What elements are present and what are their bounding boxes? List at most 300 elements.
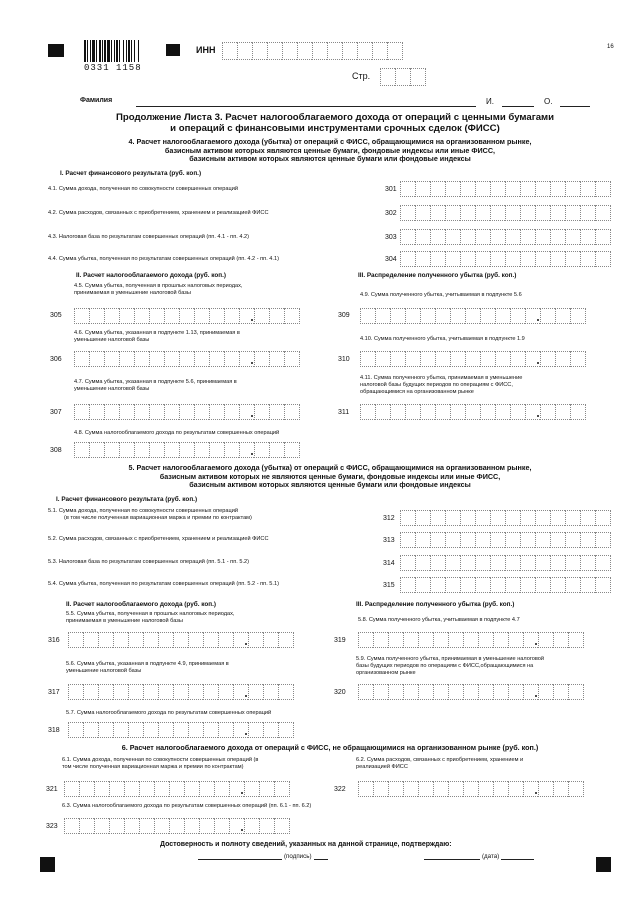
input-cell[interactable]: [169, 781, 184, 797]
input-cell[interactable]: [538, 684, 553, 700]
field-306[interactable]: [74, 351, 300, 367]
input-cell[interactable]: [89, 442, 104, 458]
input-cell[interactable]: [98, 632, 113, 648]
input-cell[interactable]: [505, 205, 520, 221]
input-cell[interactable]: [460, 577, 475, 593]
input-cell[interactable]: [565, 205, 580, 221]
input-cell[interactable]: [490, 181, 505, 197]
input-cell[interactable]: [224, 404, 239, 420]
input-cell[interactable]: [463, 684, 478, 700]
input-cell[interactable]: [98, 722, 113, 738]
input-cell[interactable]: [565, 510, 580, 526]
input-cell[interactable]: [480, 308, 495, 324]
input-cell[interactable]: [224, 308, 239, 324]
input-cell[interactable]: [229, 818, 244, 834]
input-cell[interactable]: [550, 555, 565, 571]
input-cell[interactable]: [267, 42, 282, 60]
input-cell[interactable]: [580, 555, 595, 571]
input-cell[interactable]: [465, 404, 480, 420]
input-cell[interactable]: [104, 308, 119, 324]
input-cell[interactable]: [89, 308, 104, 324]
input-cell[interactable]: [505, 251, 520, 267]
input-cell[interactable]: [254, 404, 269, 420]
input-cell[interactable]: [124, 781, 139, 797]
field-323[interactable]: [64, 818, 290, 834]
input-cell[interactable]: [188, 632, 203, 648]
input-cell[interactable]: [83, 632, 98, 648]
input-cell[interactable]: [218, 722, 233, 738]
input-cell[interactable]: [375, 404, 390, 420]
input-cell[interactable]: [244, 781, 259, 797]
input-cell[interactable]: [239, 308, 254, 324]
input-cell[interactable]: [415, 577, 430, 593]
input-cell[interactable]: [64, 818, 79, 834]
input-cell[interactable]: [233, 632, 248, 648]
input-cell[interactable]: [128, 684, 143, 700]
input-cell[interactable]: [390, 404, 405, 420]
input-cell[interactable]: [149, 404, 164, 420]
input-cell[interactable]: [555, 404, 570, 420]
input-cell[interactable]: [420, 404, 435, 420]
input-cell[interactable]: [143, 632, 158, 648]
input-cell[interactable]: [128, 632, 143, 648]
input-cell[interactable]: [445, 229, 460, 245]
input-cell[interactable]: [495, 404, 510, 420]
field-311[interactable]: [360, 404, 586, 420]
input-cell[interactable]: [134, 404, 149, 420]
input-cell[interactable]: [358, 632, 373, 648]
input-cell[interactable]: [390, 351, 405, 367]
input-cell[interactable]: [415, 532, 430, 548]
input-cell[interactable]: [550, 532, 565, 548]
input-cell[interactable]: [475, 251, 490, 267]
input-cell[interactable]: [179, 351, 194, 367]
input-cell[interactable]: [139, 781, 154, 797]
input-cell[interactable]: [540, 404, 555, 420]
input-cell[interactable]: [164, 404, 179, 420]
input-cell[interactable]: [595, 229, 611, 245]
input-cell[interactable]: [254, 442, 269, 458]
input-cell[interactable]: [410, 68, 426, 86]
input-cell[interactable]: [520, 510, 535, 526]
input-cell[interactable]: [580, 532, 595, 548]
input-cell[interactable]: [550, 510, 565, 526]
inn-field[interactable]: [222, 42, 403, 60]
input-cell[interactable]: [520, 532, 535, 548]
input-cell[interactable]: [360, 404, 375, 420]
input-cell[interactable]: [134, 351, 149, 367]
input-cell[interactable]: [164, 442, 179, 458]
input-cell[interactable]: [263, 722, 278, 738]
input-cell[interactable]: [248, 722, 263, 738]
input-cell[interactable]: [199, 781, 214, 797]
field-318[interactable]: [68, 722, 294, 738]
input-cell[interactable]: [373, 684, 388, 700]
field-304[interactable]: [400, 251, 611, 267]
input-cell[interactable]: [535, 181, 550, 197]
input-cell[interactable]: [79, 781, 94, 797]
input-cell[interactable]: [540, 351, 555, 367]
input-cell[interactable]: [553, 632, 568, 648]
input-cell[interactable]: [505, 510, 520, 526]
input-cell[interactable]: [405, 308, 420, 324]
input-cell[interactable]: [415, 229, 430, 245]
input-cell[interactable]: [239, 351, 254, 367]
input-cell[interactable]: [403, 684, 418, 700]
field-320[interactable]: [358, 684, 584, 700]
input-cell[interactable]: [209, 351, 224, 367]
input-cell[interactable]: [525, 308, 540, 324]
input-cell[interactable]: [179, 308, 194, 324]
input-cell[interactable]: [475, 532, 490, 548]
input-cell[interactable]: [475, 181, 490, 197]
input-cell[interactable]: [400, 251, 415, 267]
input-cell[interactable]: [358, 781, 373, 797]
input-cell[interactable]: [523, 632, 538, 648]
input-cell[interactable]: [565, 577, 580, 593]
input-cell[interactable]: [475, 555, 490, 571]
input-cell[interactable]: [553, 781, 568, 797]
input-cell[interactable]: [445, 577, 460, 593]
input-cell[interactable]: [478, 684, 493, 700]
input-cell[interactable]: [74, 404, 89, 420]
input-cell[interactable]: [284, 351, 300, 367]
page-field[interactable]: [380, 68, 426, 86]
input-cell[interactable]: [395, 68, 410, 86]
input-cell[interactable]: [420, 351, 435, 367]
input-cell[interactable]: [475, 510, 490, 526]
input-cell[interactable]: [239, 442, 254, 458]
input-cell[interactable]: [248, 684, 263, 700]
input-cell[interactable]: [508, 632, 523, 648]
input-cell[interactable]: [119, 442, 134, 458]
input-cell[interactable]: [448, 684, 463, 700]
input-cell[interactable]: [460, 229, 475, 245]
input-cell[interactable]: [460, 510, 475, 526]
input-cell[interactable]: [568, 684, 584, 700]
input-cell[interactable]: [373, 781, 388, 797]
input-cell[interactable]: [388, 632, 403, 648]
input-cell[interactable]: [490, 229, 505, 245]
input-cell[interactable]: [233, 722, 248, 738]
input-cell[interactable]: [445, 532, 460, 548]
input-cell[interactable]: [490, 251, 505, 267]
input-cell[interactable]: [430, 205, 445, 221]
input-cell[interactable]: [297, 42, 312, 60]
input-cell[interactable]: [278, 684, 294, 700]
input-cell[interactable]: [244, 818, 259, 834]
input-cell[interactable]: [580, 510, 595, 526]
input-cell[interactable]: [430, 181, 445, 197]
input-cell[interactable]: [403, 781, 418, 797]
input-cell[interactable]: [490, 532, 505, 548]
input-cell[interactable]: [284, 404, 300, 420]
input-cell[interactable]: [535, 577, 550, 593]
input-cell[interactable]: [475, 577, 490, 593]
input-cell[interactable]: [269, 442, 284, 458]
patronymic-initial-line[interactable]: [560, 106, 590, 107]
input-cell[interactable]: [433, 632, 448, 648]
input-cell[interactable]: [435, 308, 450, 324]
input-cell[interactable]: [520, 181, 535, 197]
input-cell[interactable]: [400, 510, 415, 526]
input-cell[interactable]: [520, 229, 535, 245]
input-cell[interactable]: [505, 532, 520, 548]
input-cell[interactable]: [218, 684, 233, 700]
input-cell[interactable]: [580, 205, 595, 221]
input-cell[interactable]: [400, 577, 415, 593]
input-cell[interactable]: [445, 555, 460, 571]
input-cell[interactable]: [460, 251, 475, 267]
input-cell[interactable]: [254, 351, 269, 367]
input-cell[interactable]: [237, 42, 252, 60]
field-314[interactable]: [400, 555, 611, 571]
input-cell[interactable]: [505, 229, 520, 245]
input-cell[interactable]: [68, 684, 83, 700]
input-cell[interactable]: [460, 532, 475, 548]
input-cell[interactable]: [214, 818, 229, 834]
input-cell[interactable]: [555, 308, 570, 324]
input-cell[interactable]: [430, 577, 445, 593]
input-cell[interactable]: [74, 308, 89, 324]
input-cell[interactable]: [194, 404, 209, 420]
input-cell[interactable]: [342, 42, 357, 60]
input-cell[interactable]: [278, 632, 294, 648]
input-cell[interactable]: [284, 308, 300, 324]
input-cell[interactable]: [83, 722, 98, 738]
input-cell[interactable]: [510, 404, 525, 420]
input-cell[interactable]: [490, 555, 505, 571]
input-cell[interactable]: [523, 781, 538, 797]
input-cell[interactable]: [203, 632, 218, 648]
input-cell[interactable]: [433, 684, 448, 700]
input-cell[interactable]: [134, 308, 149, 324]
input-cell[interactable]: [179, 442, 194, 458]
field-309[interactable]: [360, 308, 586, 324]
input-cell[interactable]: [134, 442, 149, 458]
input-cell[interactable]: [74, 351, 89, 367]
input-cell[interactable]: [495, 308, 510, 324]
input-cell[interactable]: [565, 181, 580, 197]
input-cell[interactable]: [400, 181, 415, 197]
input-cell[interactable]: [109, 818, 124, 834]
field-302[interactable]: [400, 205, 611, 221]
field-301[interactable]: [400, 181, 611, 197]
surname-line[interactable]: [136, 106, 476, 107]
input-cell[interactable]: [372, 42, 387, 60]
input-cell[interactable]: [475, 205, 490, 221]
input-cell[interactable]: [460, 205, 475, 221]
input-cell[interactable]: [550, 181, 565, 197]
input-cell[interactable]: [550, 205, 565, 221]
input-cell[interactable]: [535, 205, 550, 221]
input-cell[interactable]: [375, 308, 390, 324]
input-cell[interactable]: [520, 251, 535, 267]
input-cell[interactable]: [475, 229, 490, 245]
input-cell[interactable]: [143, 722, 158, 738]
input-cell[interactable]: [415, 555, 430, 571]
input-cell[interactable]: [128, 722, 143, 738]
input-cell[interactable]: [224, 442, 239, 458]
input-cell[interactable]: [68, 632, 83, 648]
input-cell[interactable]: [184, 781, 199, 797]
input-cell[interactable]: [538, 781, 553, 797]
input-cell[interactable]: [209, 442, 224, 458]
input-cell[interactable]: [520, 205, 535, 221]
input-cell[interactable]: [203, 684, 218, 700]
input-cell[interactable]: [555, 351, 570, 367]
input-cell[interactable]: [450, 404, 465, 420]
field-312[interactable]: [400, 510, 611, 526]
input-cell[interactable]: [83, 684, 98, 700]
input-cell[interactable]: [553, 684, 568, 700]
input-cell[interactable]: [435, 404, 450, 420]
input-cell[interactable]: [390, 308, 405, 324]
input-cell[interactable]: [570, 404, 586, 420]
input-cell[interactable]: [415, 251, 430, 267]
input-cell[interactable]: [495, 351, 510, 367]
input-cell[interactable]: [550, 251, 565, 267]
input-cell[interactable]: [218, 632, 233, 648]
input-cell[interactable]: [254, 308, 269, 324]
input-cell[interactable]: [89, 404, 104, 420]
input-cell[interactable]: [463, 632, 478, 648]
input-cell[interactable]: [158, 632, 173, 648]
input-cell[interactable]: [259, 818, 274, 834]
input-cell[interactable]: [269, 404, 284, 420]
input-cell[interactable]: [430, 229, 445, 245]
input-cell[interactable]: [450, 351, 465, 367]
input-cell[interactable]: [565, 229, 580, 245]
input-cell[interactable]: [113, 632, 128, 648]
input-cell[interactable]: [94, 781, 109, 797]
input-cell[interactable]: [595, 555, 611, 571]
input-cell[interactable]: [430, 555, 445, 571]
input-cell[interactable]: [565, 532, 580, 548]
field-322[interactable]: [358, 781, 584, 797]
input-cell[interactable]: [173, 722, 188, 738]
input-cell[interactable]: [510, 308, 525, 324]
input-cell[interactable]: [433, 781, 448, 797]
input-cell[interactable]: [508, 781, 523, 797]
input-cell[interactable]: [248, 632, 263, 648]
input-cell[interactable]: [388, 781, 403, 797]
input-cell[interactable]: [64, 781, 79, 797]
input-cell[interactable]: [184, 818, 199, 834]
input-cell[interactable]: [158, 684, 173, 700]
input-cell[interactable]: [149, 308, 164, 324]
input-cell[interactable]: [535, 229, 550, 245]
input-cell[interactable]: [403, 632, 418, 648]
input-cell[interactable]: [263, 684, 278, 700]
input-cell[interactable]: [179, 404, 194, 420]
input-cell[interactable]: [119, 404, 134, 420]
input-cell[interactable]: [357, 42, 372, 60]
input-cell[interactable]: [388, 684, 403, 700]
input-cell[interactable]: [420, 308, 435, 324]
input-cell[interactable]: [149, 442, 164, 458]
input-cell[interactable]: [565, 555, 580, 571]
input-cell[interactable]: [199, 818, 214, 834]
input-cell[interactable]: [194, 351, 209, 367]
input-cell[interactable]: [450, 308, 465, 324]
input-cell[interactable]: [493, 781, 508, 797]
input-cell[interactable]: [79, 818, 94, 834]
input-cell[interactable]: [448, 632, 463, 648]
input-cell[interactable]: [525, 351, 540, 367]
input-cell[interactable]: [570, 351, 586, 367]
field-319[interactable]: [358, 632, 584, 648]
input-cell[interactable]: [373, 632, 388, 648]
input-cell[interactable]: [505, 555, 520, 571]
input-cell[interactable]: [595, 510, 611, 526]
input-cell[interactable]: [164, 308, 179, 324]
input-cell[interactable]: [94, 818, 109, 834]
input-cell[interactable]: [460, 181, 475, 197]
input-cell[interactable]: [143, 684, 158, 700]
input-cell[interactable]: [415, 181, 430, 197]
input-cell[interactable]: [274, 781, 290, 797]
input-cell[interactable]: [360, 351, 375, 367]
input-cell[interactable]: [154, 781, 169, 797]
date-line[interactable]: [424, 859, 534, 860]
field-316[interactable]: [68, 632, 294, 648]
input-cell[interactable]: [188, 722, 203, 738]
input-cell[interactable]: [284, 442, 300, 458]
input-cell[interactable]: [493, 684, 508, 700]
input-cell[interactable]: [415, 205, 430, 221]
input-cell[interactable]: [380, 68, 395, 86]
input-cell[interactable]: [525, 404, 540, 420]
input-cell[interactable]: [358, 684, 373, 700]
input-cell[interactable]: [312, 42, 327, 60]
input-cell[interactable]: [375, 351, 390, 367]
input-cell[interactable]: [505, 577, 520, 593]
input-cell[interactable]: [222, 42, 237, 60]
input-cell[interactable]: [568, 632, 584, 648]
input-cell[interactable]: [580, 251, 595, 267]
input-cell[interactable]: [224, 351, 239, 367]
input-cell[interactable]: [505, 181, 520, 197]
input-cell[interactable]: [188, 684, 203, 700]
field-317[interactable]: [68, 684, 294, 700]
input-cell[interactable]: [113, 722, 128, 738]
input-cell[interactable]: [445, 510, 460, 526]
input-cell[interactable]: [119, 351, 134, 367]
input-cell[interactable]: [538, 632, 553, 648]
input-cell[interactable]: [435, 351, 450, 367]
input-cell[interactable]: [535, 532, 550, 548]
input-cell[interactable]: [570, 308, 586, 324]
input-cell[interactable]: [154, 818, 169, 834]
input-cell[interactable]: [209, 308, 224, 324]
input-cell[interactable]: [430, 532, 445, 548]
input-cell[interactable]: [109, 781, 124, 797]
input-cell[interactable]: [535, 555, 550, 571]
input-cell[interactable]: [460, 555, 475, 571]
input-cell[interactable]: [478, 781, 493, 797]
input-cell[interactable]: [173, 684, 188, 700]
input-cell[interactable]: [418, 632, 433, 648]
input-cell[interactable]: [415, 510, 430, 526]
field-307[interactable]: [74, 404, 300, 420]
input-cell[interactable]: [418, 684, 433, 700]
input-cell[interactable]: [430, 510, 445, 526]
input-cell[interactable]: [400, 229, 415, 245]
input-cell[interactable]: [535, 251, 550, 267]
input-cell[interactable]: [580, 229, 595, 245]
input-cell[interactable]: [523, 684, 538, 700]
